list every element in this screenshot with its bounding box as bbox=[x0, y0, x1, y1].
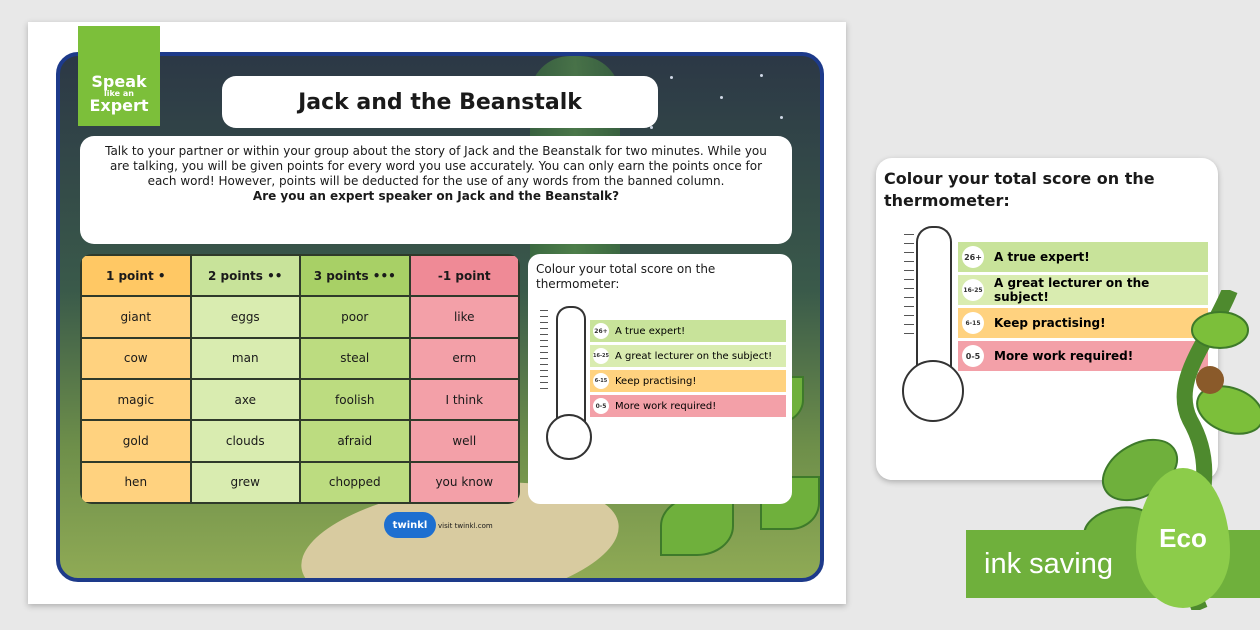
thermometer-title: Colour your total score on the thermometer: bbox=[536, 262, 716, 291]
table-cell: giant bbox=[82, 297, 190, 336]
logo-line-1: Speak bbox=[91, 72, 147, 91]
table-cell: I think bbox=[411, 380, 519, 419]
speak-like-an-expert-logo bbox=[78, 26, 160, 126]
card-legend-label: A great lecturer on the subject! bbox=[994, 276, 1150, 304]
legend-row bbox=[590, 320, 786, 342]
thermometer-icon bbox=[556, 306, 586, 428]
legend-label: Keep practising! bbox=[615, 375, 697, 387]
legend-row bbox=[590, 395, 786, 417]
legend-badge: 26+ bbox=[593, 323, 609, 339]
card-legend-badge: 0-5 bbox=[962, 345, 984, 367]
logo-line-3: Expert bbox=[89, 96, 149, 115]
legend-label: A true expert! bbox=[615, 325, 686, 337]
legend-badge: 16-25 bbox=[593, 348, 609, 364]
page-title: Jack and the Beanstalk bbox=[222, 76, 658, 128]
thermometer-bulb bbox=[546, 414, 592, 460]
thermometer-panel bbox=[528, 254, 792, 504]
score-legend bbox=[590, 320, 786, 420]
table-header: 1 point • bbox=[82, 256, 190, 295]
table-header: -1 point bbox=[411, 256, 519, 295]
table-cell: clouds bbox=[192, 421, 300, 460]
logo-line-2: like an bbox=[104, 89, 134, 98]
table-cell: chopped bbox=[301, 463, 409, 502]
instructions-text: Talk to your partner or within your group about the story of Jack and the Beanstalk for two minutes. While you are talking, you will be given points for every word you use accurately. You can only earn the points once for each word! However, points will be deducted for the use of any words from the banned column. bbox=[105, 144, 767, 188]
table-cell: afraid bbox=[301, 421, 409, 460]
table-cell: gold bbox=[82, 421, 190, 460]
card-title: Colour your total score on the thermometer: bbox=[884, 169, 1155, 210]
table-cell: like bbox=[411, 297, 519, 336]
table-cell: erm bbox=[411, 339, 519, 378]
table-header: 2 points •• bbox=[192, 256, 300, 295]
legend-row bbox=[590, 370, 786, 392]
legend-row bbox=[590, 345, 786, 367]
card-legend-label: More work required! bbox=[994, 349, 1134, 363]
card-legend-row bbox=[958, 242, 1208, 272]
card-thermometer-scale bbox=[904, 234, 914, 342]
thermometer-scale bbox=[540, 310, 548, 394]
twinkl-url: visit twinkl.com bbox=[438, 522, 493, 530]
table-cell: grew bbox=[192, 463, 300, 502]
table-cell: magic bbox=[82, 380, 190, 419]
instructions-question: Are you an expert speaker on Jack and the Beanstalk? bbox=[252, 189, 620, 203]
word-points-table bbox=[80, 254, 520, 504]
table-cell: cow bbox=[82, 339, 190, 378]
table-cell: poor bbox=[301, 297, 409, 336]
card-thermometer-bulb bbox=[902, 360, 964, 422]
instructions-box bbox=[80, 136, 792, 244]
ink-saving-label: ink saving bbox=[984, 547, 1113, 580]
table-cell: foolish bbox=[301, 380, 409, 419]
legend-badge: 6-15 bbox=[593, 373, 609, 389]
card-legend-badge: 16-25 bbox=[962, 279, 984, 301]
card-legend-badge: 6-15 bbox=[962, 312, 984, 334]
table-cell: steal bbox=[301, 339, 409, 378]
table-cell: eggs bbox=[192, 297, 300, 336]
table-cell: man bbox=[192, 339, 300, 378]
legend-label: A great lecturer on the subject! bbox=[615, 350, 773, 362]
card-legend-label: Keep practising! bbox=[994, 316, 1106, 330]
table-cell: well bbox=[411, 421, 519, 460]
card-legend-badge: 26+ bbox=[962, 246, 984, 268]
card-thermometer-icon bbox=[916, 226, 952, 378]
leaf-decoration bbox=[660, 496, 734, 556]
twinkl-logo: twinkl bbox=[384, 512, 436, 538]
legend-label: More work required! bbox=[615, 400, 717, 412]
table-cell: you know bbox=[411, 463, 519, 502]
legend-badge: 0-5 bbox=[593, 398, 609, 414]
eco-badge-label: Eco bbox=[1159, 522, 1207, 553]
table-cell: axe bbox=[192, 380, 300, 419]
card-legend-label: A true expert! bbox=[994, 250, 1090, 264]
table-header: 3 points ••• bbox=[301, 256, 409, 295]
table-cell: hen bbox=[82, 463, 190, 502]
